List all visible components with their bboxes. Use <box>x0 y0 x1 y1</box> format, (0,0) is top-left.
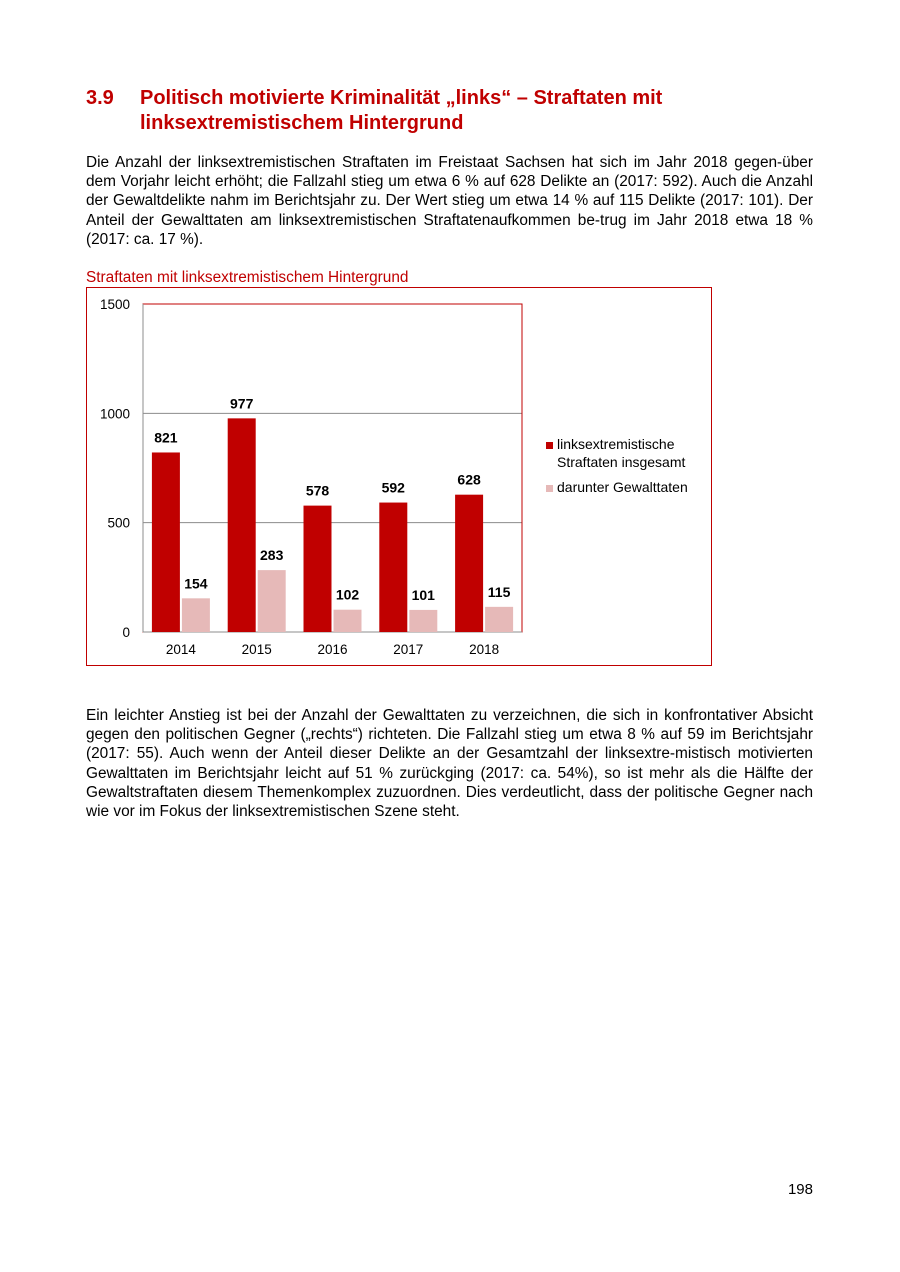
bar-total-2014 <box>152 452 180 632</box>
x-tick-label: 2017 <box>393 642 424 657</box>
bar-chart <box>87 288 713 667</box>
data-label: 101 <box>411 586 435 603</box>
y-tick-label: 500 <box>107 515 130 531</box>
bar-violent-2015 <box>258 570 286 632</box>
y-tick-label: 1000 <box>99 406 130 422</box>
data-label: 977 <box>230 395 254 412</box>
data-label: 821 <box>154 429 178 446</box>
y-tick-label: 0 <box>122 625 130 640</box>
section-title-line-1: Politisch motivierte Kriminalität „links“ – Straftaten mit <box>140 87 663 109</box>
bar-violent-2014 <box>182 598 210 632</box>
data-label: 115 <box>487 583 511 600</box>
section-number: 3.9 <box>86 87 114 109</box>
legend-label: Straftaten insgesamt <box>557 454 686 470</box>
x-tick-label: 2016 <box>317 642 348 657</box>
y-tick-label: 1500 <box>99 297 130 312</box>
closing-paragraph: Ein leichter Anstieg ist bei der Anzahl der Gewalttaten zu verzeichnen, die sich in konfrontativer Absicht gegen den politischen Gegner („rechts“) richteten. Die Fallzahl stieg um etwa 8 % auf 59 im Berichtsjahr (2017: 55). Auch wenn der Anteil dieser Delikte an der Gesamtzahl der linksextre-mistisch motivierten Gewalttaten im Berichtsjahr leicht auf 51 % zurückging (2017: ca. 54%), so ist mehr als die Hälfte der Gewaltstraftaten diesem Themenkomplex zuzuordnen. Dies verdeutlicht, dass der politische Gegner nach wie vor im Fokus der linksextremistischen Szene steht. <box>86 707 813 821</box>
legend-swatch-total <box>546 442 553 449</box>
section-title-line-2: linksextremistischem Hintergrund <box>140 112 464 134</box>
bar-violent-2018 <box>485 607 513 632</box>
x-tick-label: 2015 <box>241 642 272 657</box>
bar-total-2018 <box>455 495 483 632</box>
data-label: 592 <box>381 479 405 496</box>
data-label: 283 <box>260 547 284 564</box>
data-label: 578 <box>305 482 330 499</box>
data-label: 628 <box>457 471 481 488</box>
intro-paragraph: Die Anzahl der linksextremistischen Straftaten im Freistaat Sachsen hat sich im Jahr 2018 gegen-über dem Vorjahr leicht erhöht; die Fallzahl stieg um etwa 6 % auf 628 Delikte an (2017: 592). Auch die Anzahl der Gewaltdelikte nahm im Berichtsjahr zu. Der Wert stieg um etwa 14 % auf 115 Delikte (2017: 101). Der Anteil der Gewalttaten am linksextremistischen Straftatenaufkommen be-trug im Jahr 2018 etwa 18 % (2017: ca. 17 %). <box>86 154 813 248</box>
bar-total-2016 <box>304 506 332 632</box>
bar-violent-2016 <box>334 610 362 632</box>
bar-total-2017 <box>379 503 407 632</box>
bar-total-2015 <box>228 418 256 632</box>
legend-label: darunter Gewalttaten <box>557 479 688 495</box>
chart-title: Straftaten mit linksextremistischem Hintergrund <box>86 269 409 286</box>
data-label: 154 <box>184 575 208 592</box>
data-label: 102 <box>335 586 360 603</box>
page-number: 198 <box>787 1181 813 1198</box>
x-tick-label: 2014 <box>165 642 196 657</box>
bar-violent-2017 <box>409 610 437 632</box>
legend-swatch-violent <box>546 485 553 492</box>
section-title <box>140 86 740 136</box>
chart-frame <box>86 287 712 666</box>
x-tick-label: 2018 <box>469 642 500 657</box>
legend-label: linksextremistische <box>557 436 675 452</box>
